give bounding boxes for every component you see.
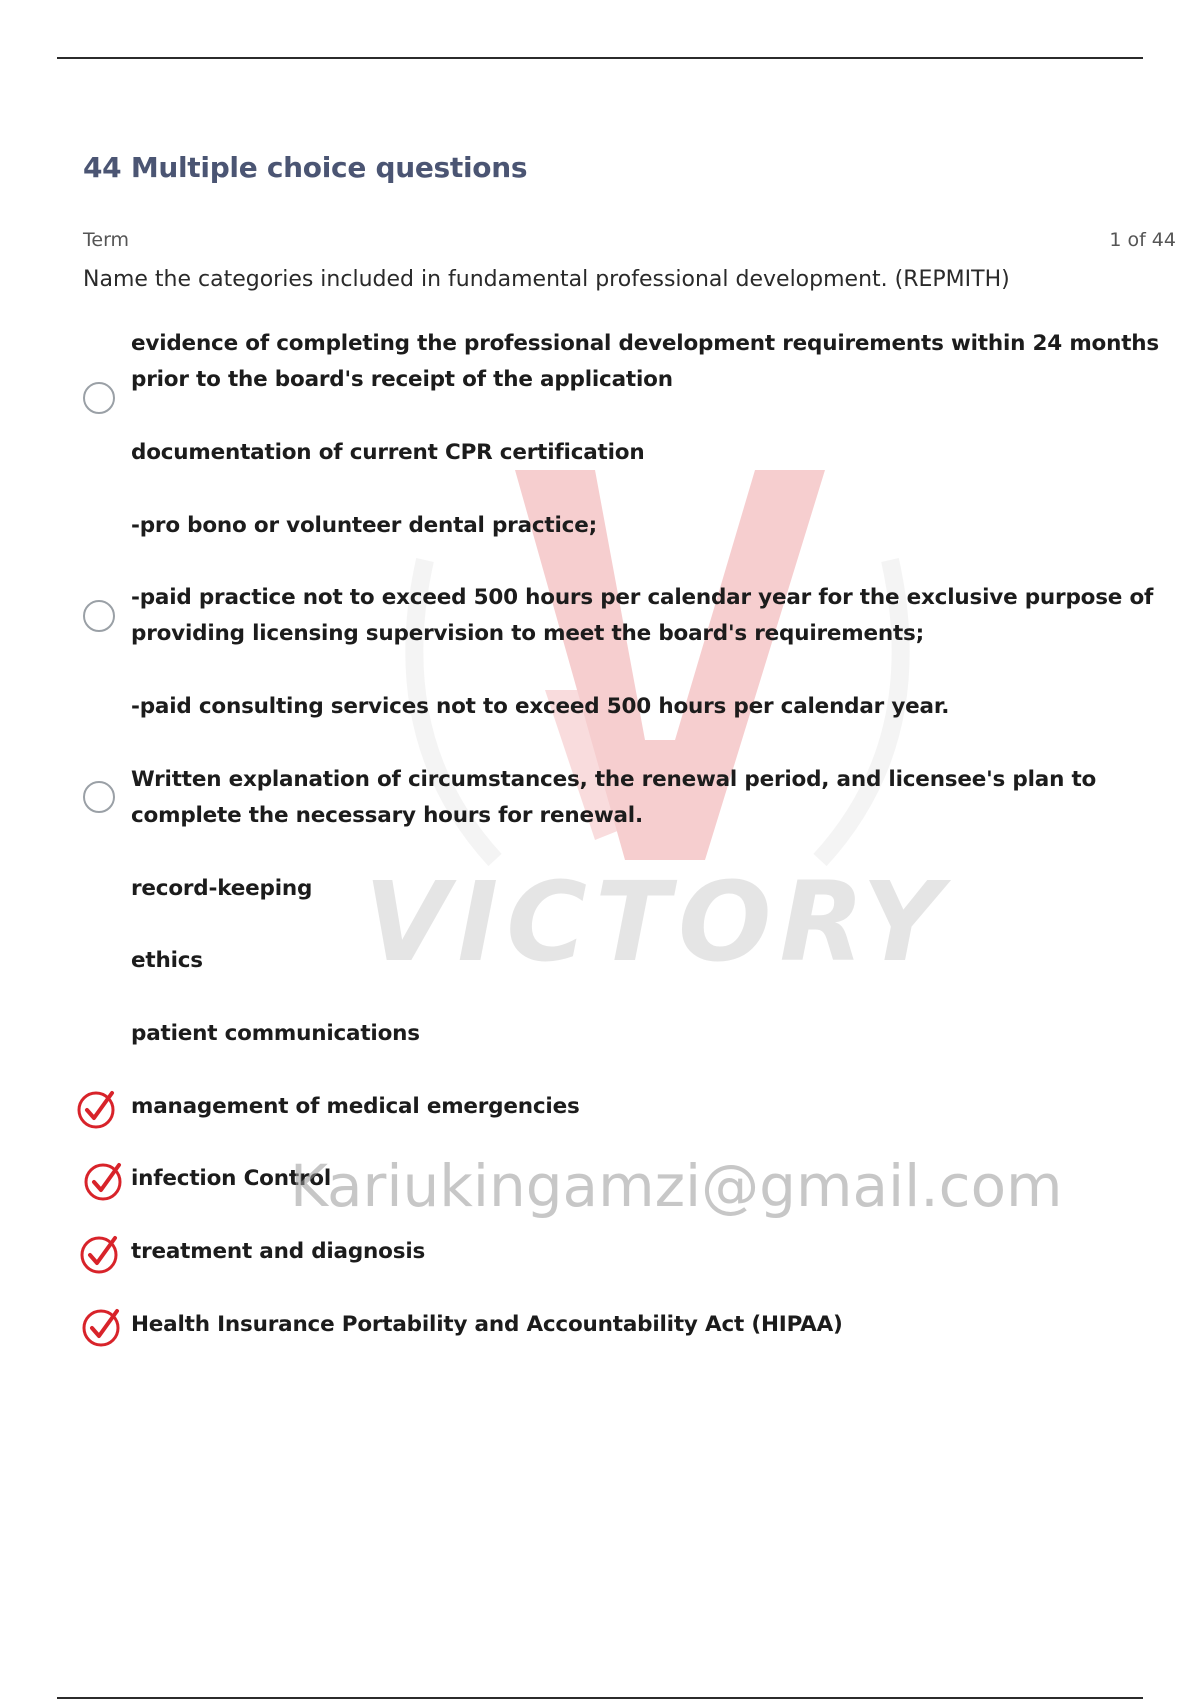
option-radio[interactable]: [83, 382, 115, 414]
option-text: documentation of current CPR certification: [131, 440, 645, 465]
checkmark-circle-icon[interactable]: [81, 1306, 123, 1348]
option-text: treatment and diagnosis: [131, 1239, 426, 1264]
option-text: management of medical emergencies: [131, 1094, 580, 1119]
option-radio[interactable]: [83, 600, 115, 632]
page-title: 44 Multiple choice questions: [83, 151, 528, 184]
option-radio[interactable]: [83, 781, 115, 813]
option-text: record-keeping: [131, 876, 313, 901]
option-text: ethics: [131, 948, 203, 973]
question-text: Name the categories included in fundamental professional development. (REPMITH): [83, 267, 1010, 292]
option-text: infection Control: [131, 1166, 332, 1191]
watermark-logo-text: VICTORY: [364, 858, 950, 986]
watermark-email: Kariukingamzi@gmail.com: [290, 1152, 1063, 1220]
checkmark-circle-icon[interactable]: [83, 1160, 125, 1202]
checkmark-circle-icon[interactable]: [76, 1088, 118, 1130]
checkmark-circle-icon[interactable]: [79, 1233, 121, 1275]
option-text: Health Insurance Portability and Accountability Act (HIPAA): [131, 1312, 843, 1337]
option-text: patient communications: [131, 1021, 420, 1046]
option-text: -paid consulting services not to exceed 500 hours per calendar year.: [131, 694, 950, 719]
question-counter: 1 of 44: [1109, 229, 1176, 251]
option-text: Written explanation of circumstances, the renewal period, and licensee's plan to complete the necessary hours for renewal.: [131, 767, 1097, 828]
option-text: -pro bono or volunteer dental practice;: [131, 513, 597, 538]
term-label: Term: [83, 229, 130, 251]
option-text: evidence of completing the professional development requirements within 24 months prior to the board's receipt of the application: [131, 331, 1159, 392]
option-text: -paid practice not to exceed 500 hours per calendar year for the exclusive purpose of providing licensing supervision to meet the board's requirements;: [131, 585, 1154, 646]
bottom-rule: [57, 1697, 1143, 1699]
